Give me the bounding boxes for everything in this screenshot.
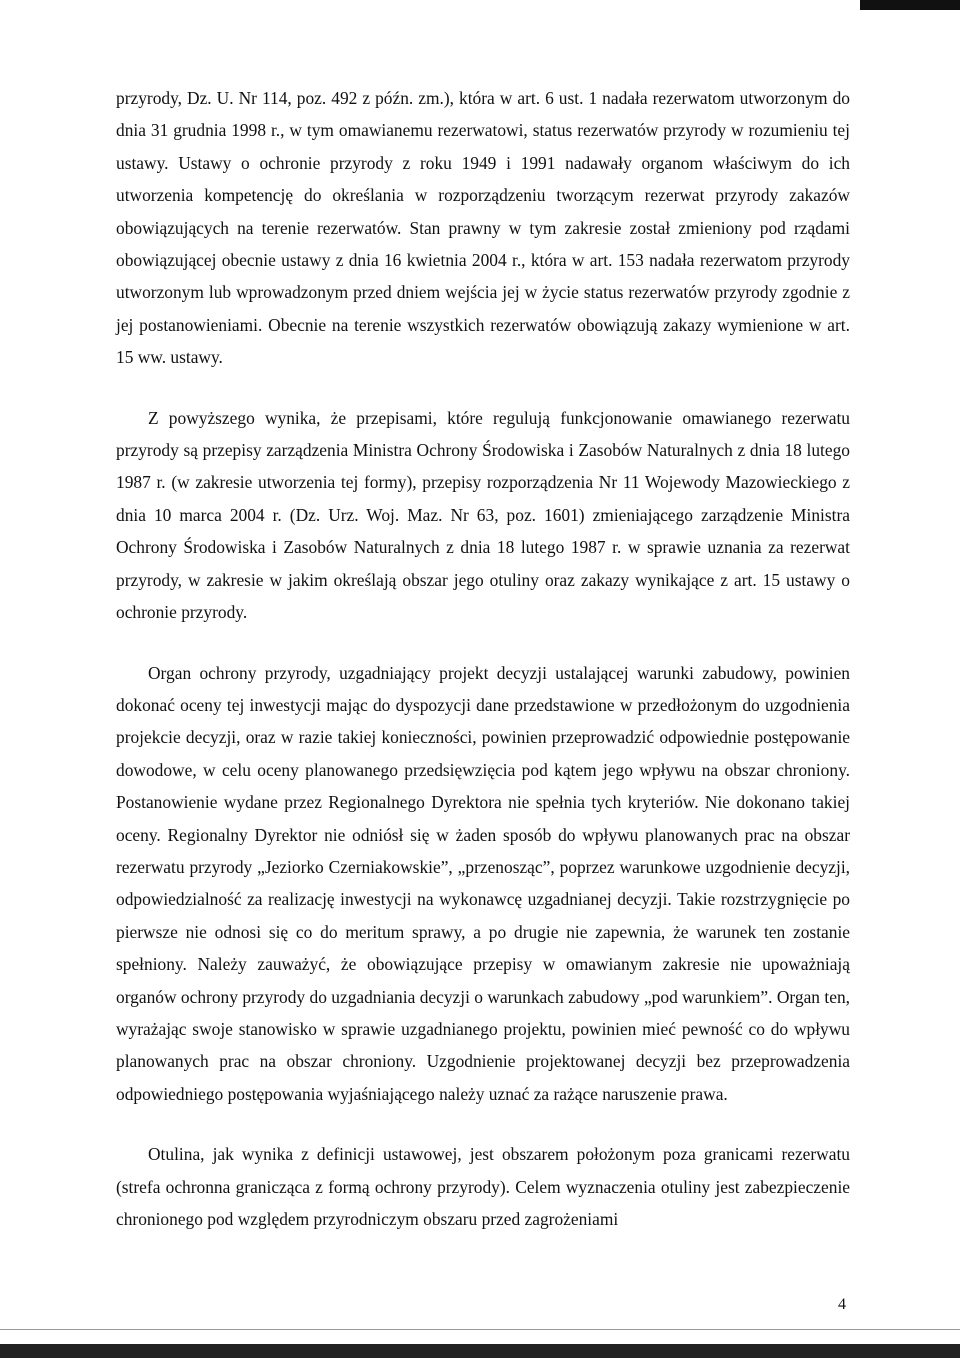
paragraph-gap — [116, 374, 850, 402]
paragraph-gap — [116, 1110, 850, 1138]
paragraph-gap — [116, 629, 850, 657]
paragraph-authority-assessment: Organ ochrony przyrody, uzgadniający projekt decyzji ustalającej warunki zabudowy, powinien dokonać oceny tej inwestycji mając do dyspozycji dane przedstawione w przedłożonym do uzgodnienia projekcie decyzji, oraz w razie takiej konieczności, powinien przeprowadzić odpowiednie postępowanie dowodowe, w celu oceny planowanego przedsięwzięcia pod kątem jego wpływu na obszar chroniony. Postanowienie wydane przez Regionalnego Dyrektora nie spełnia tych kryteriów. Nie dokonano takiej oceny. Regionalny Dyrektor nie odniósł się w żaden sposób do wpływu planowanych prac na obszar rezerwatu przyrody „Jeziorko Czerniakowskie”, „przenosząc”, poprzez warunkowe uzgodnienie decyzji, odpowiedzialność za realizację inwestycji na wykonawcę uzgadnianej decyzji. Takie rozstrzygnięcie po pierwsze nie odnosi się co do meritum sprawy, a po drugie nie zapewnia, że warunek ten zostanie spełniony. Należy zauważyć, że obowiązujące przepisy w omawianym zakresie nie upoważniają organów ochrony przyrody do uzgadniania decyzji o warunkach zabudowy „pod warunkiem”. Organ ten, wyrażając swoje stanowisko w sprawie uzgadnianego projektu, powinien mieć pewność co do wpływu planowanych prac na obszar chroniony. Uzgodnienie projektowanej decyzji bez przeprowadzenia odpowiedniego postępowania wyjaśniającego należy uznać za rażące naruszenie prawa. — [116, 662, 850, 1104]
document-body — [116, 82, 850, 1235]
scan-bottom-edge — [0, 1344, 960, 1358]
page-number: 4 — [838, 1296, 846, 1313]
paragraph-buffer-zone: Otulina, jak wynika z definicji ustawowej, jest obszarem położonym poza granicami rezerwatu (strefa ochronna granicząca z formą ochrony przyrody). Celem wyznaczenia otuliny jest zabezpieczenie chronionego pod względem przyrodniczym obszaru przed zagrożeniami — [116, 1144, 850, 1229]
scan-edge-line — [0, 1329, 960, 1330]
scan-edge-mark — [860, 0, 960, 10]
paragraph-legal-status: przyrody, Dz. U. Nr 114, poz. 492 z późn. zm.), która w art. 6 ust. 1 nadała rezerwatom utworzonym do dnia 31 grudnia 1998 r., w tym omawianemu rezerwatowi, status rezerwatów przyrody w rozumieniu tej ustawy. Ustawy o ochronie przyrody z roku 1949 i 1991 nadawały organom właściwym do ich utworzenia kompetencję do określania w rozporządzeniu tworzącym rezerwat przyrody zakazów obowiązujących na terenie rezerwatów. Stan prawny w tym zakresie został zmieniony pod rządami obowiązującej obecnie ustawy z dnia 16 kwietnia 2004 r., która w art. 153 nadała rezerwatom przyrody utworzonym lub wprowadzonym przed dniem wejścia jej w życie status rezerwatów przyrody zgodnie z jej postanowieniami. Obecnie na terenie wszystkich rezerwatów obowiązują zakazy wymienione w art. 15 ww. ustawy. — [116, 88, 850, 368]
paragraph-applicable-regulations: Z powyższego wynika, że przepisami, które regulują funkcjonowanie omawianego rezerwatu przyrody są przepisy zarządzenia Ministra Ochrony Środowiska i Zasobów Naturalnych z dnia 18 lutego 1987 r. (w zakresie utworzenia tej formy), przepisy rozporządzenia Nr 11 Wojewody Mazowieckiego z dnia 10 marca 2004 r. (Dz. Urz. Woj. Maz. Nr 63, poz. 1601) zmieniającego zarządzenie Ministra Ochrony Środowiska i Zasobów Naturalnych z dnia 18 lutego 1987 r. w sprawie uznania za rezerwat przyrody, w zakresie w jakim określają obszar jego otuliny oraz zakazy wynikające z art. 15 ustawy o ochronie przyrody. — [116, 407, 850, 623]
